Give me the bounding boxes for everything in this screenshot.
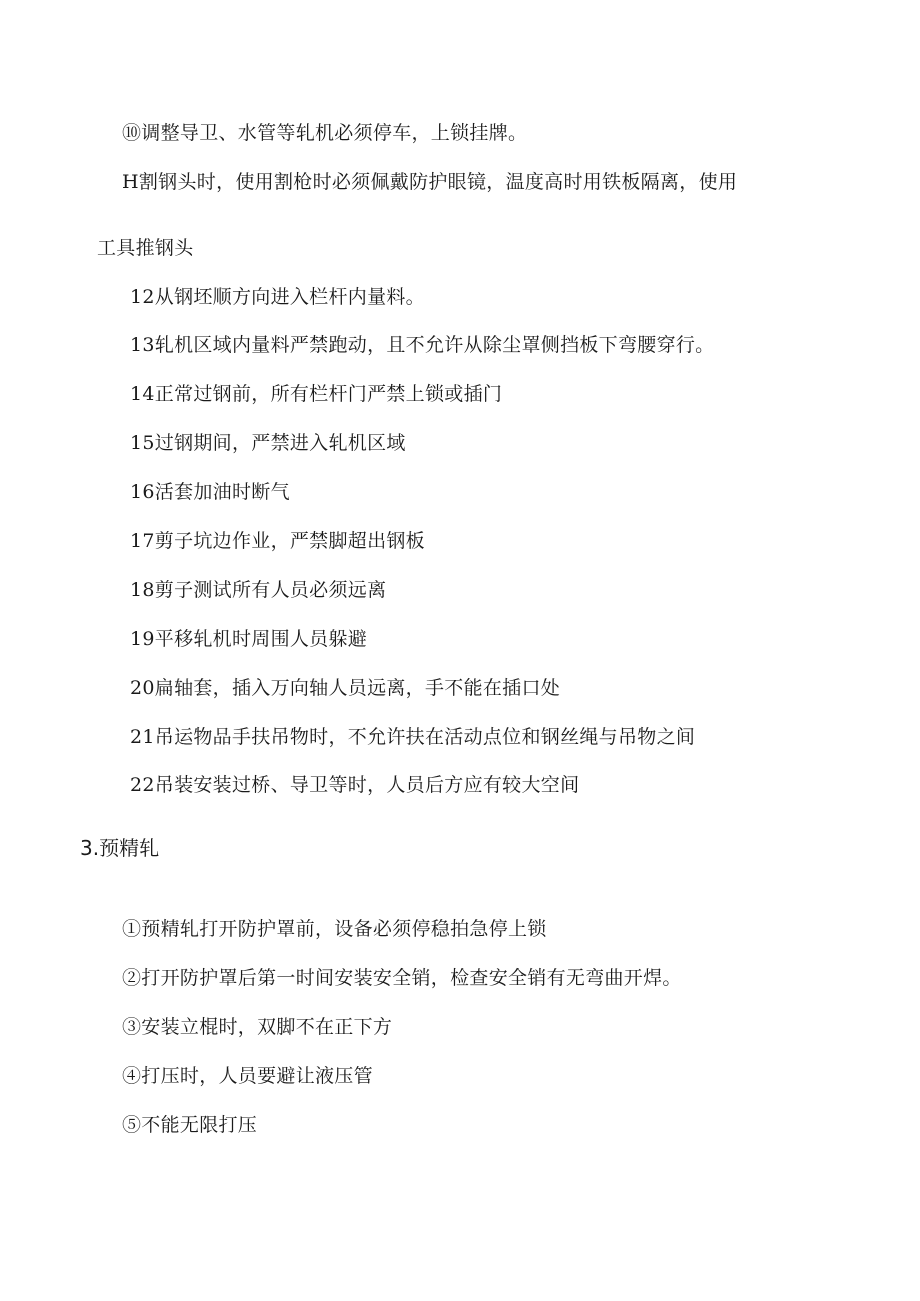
paragraph-item-18: 18剪子测试所有人员必须远离 [130, 579, 387, 601]
paragraph-item-2: ②打开防护罩后第一时间安装安全销，检查安全销有无弯曲开焊。 [122, 967, 682, 989]
paragraph-item-3: ③安装立棍时，双脚不在正下方 [122, 1016, 393, 1038]
paragraph-item-11: H割钢头时，使用割枪时必须佩戴防护眼镜，温度高时用铁板隔离，使用 [122, 171, 738, 193]
paragraph-item-15: 15过钢期间，严禁进入轧机区域 [130, 432, 406, 454]
paragraph-item-16: 16活套加油时断气 [130, 481, 290, 503]
paragraph-item-13: 13轧机区域内量料严禁跑动，且不允许从除尘罩侧挡板下弯腰穿行。 [130, 334, 715, 356]
paragraph-item-1: ①预精轧打开防护罩前，设备必须停稳拍急停上锁 [122, 918, 547, 940]
paragraph-item-17: 17剪子坑边作业，严禁脚超出钢板 [130, 530, 425, 552]
paragraph-item-10: ⑩调整导卫、水管等轧机必须停车，上锁挂牌。 [122, 122, 528, 144]
paragraph-item-19: 19平移轧机时周围人员躲避 [130, 628, 368, 650]
paragraph-item-4: ④打压时，人员要避让液压管 [122, 1065, 373, 1087]
paragraph-item-11-continuation: 工具推钢头 [97, 237, 194, 259]
paragraph-item-22: 22吊装安装过桥、导卫等时，人员后方应有较大空间 [130, 774, 580, 796]
paragraph-item-12: 12从钢坯顺方向进入栏杆内量料。 [130, 286, 425, 308]
paragraph-item-21: 21吊运物品手扶吊物时，不允许扶在活动点位和钢丝绳与吊物之间 [130, 726, 696, 748]
paragraph-item-14: 14正常过钢前，所有栏杆门严禁上锁或插门 [130, 383, 503, 405]
paragraph-item-5: ⑤不能无限打压 [122, 1114, 258, 1136]
section-heading: 3.预精轧 [80, 836, 160, 860]
paragraph-item-20: 20扁轴套，插入万向轴人员远离，手不能在插口处 [130, 677, 561, 699]
